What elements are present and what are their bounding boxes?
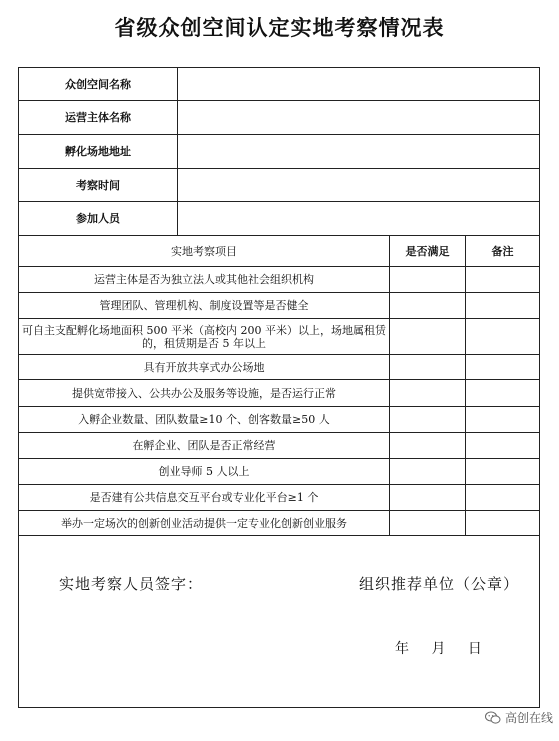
inspection-item: 举办一定场次的创新创业活动提供一定专业化创新创业服务 xyxy=(19,511,390,536)
satisfied-cell[interactable] xyxy=(390,293,466,319)
satisfied-cell[interactable] xyxy=(390,267,466,293)
inspector-signature-label: 实地考察人员签字： xyxy=(59,575,204,593)
info-row xyxy=(19,101,540,135)
table-row xyxy=(19,380,540,407)
page-title: 省级众创空间认定实地考察情况表 xyxy=(114,16,445,40)
satisfied-cell[interactable] xyxy=(390,511,466,536)
remark-cell[interactable] xyxy=(466,267,540,293)
satisfied-cell[interactable] xyxy=(390,433,466,459)
info-row xyxy=(19,68,540,101)
inspection-item: 可自主支配孵化场地面积 500 平米（高校内 200 平米）以上，场地属租赁的，租赁期是否 5 年以上 xyxy=(19,319,390,355)
table-row xyxy=(19,459,540,485)
satisfied-cell[interactable] xyxy=(390,380,466,407)
wechat-icon xyxy=(485,711,501,725)
table-row xyxy=(19,433,540,459)
table-row xyxy=(19,293,540,319)
org-seal-label: 组织推荐单位（公章） xyxy=(359,575,520,593)
remark-cell[interactable] xyxy=(466,319,540,355)
info-label: 孵化场地地址 xyxy=(19,135,178,169)
inspection-item: 具有开放共享式办公场地 xyxy=(19,355,390,380)
signature-row xyxy=(19,536,540,708)
header-satisfied: 是否满足 xyxy=(390,236,466,267)
info-label: 运营主体名称 xyxy=(19,101,178,135)
info-row xyxy=(19,135,540,169)
info-value-field[interactable] xyxy=(178,68,540,101)
remark-cell[interactable] xyxy=(466,380,540,407)
info-label: 众创空间名称 xyxy=(19,68,178,101)
inspection-item: 提供宽带接入、公共办公及服务等设施，是否运行正常 xyxy=(19,380,390,407)
watermark xyxy=(485,709,553,726)
info-value-field[interactable] xyxy=(178,101,540,135)
info-label: 参加人员 xyxy=(19,202,178,236)
table-row xyxy=(19,267,540,293)
info-row xyxy=(19,169,540,202)
remark-cell[interactable] xyxy=(466,433,540,459)
satisfied-cell[interactable] xyxy=(390,355,466,380)
remark-cell[interactable] xyxy=(466,293,540,319)
remark-cell[interactable] xyxy=(466,459,540,485)
table-row xyxy=(19,485,540,511)
info-value-field[interactable] xyxy=(178,135,540,169)
table-row xyxy=(19,319,540,355)
header-remark: 备注 xyxy=(466,236,540,267)
table-row xyxy=(19,355,540,380)
inspection-item: 是否建有公共信息交互平台或专业化平台≥1 个 xyxy=(19,485,390,511)
header-item: 实地考察项目 xyxy=(19,236,390,267)
info-value-field[interactable] xyxy=(178,169,540,202)
remark-cell[interactable] xyxy=(466,355,540,380)
inspection-item: 管理团队、管理机构、制度设置等是否健全 xyxy=(19,293,390,319)
satisfied-cell[interactable] xyxy=(390,319,466,355)
watermark-text: 高创在线 xyxy=(504,711,553,725)
info-row xyxy=(19,202,540,236)
remark-cell[interactable] xyxy=(466,485,540,511)
inspection-item: 在孵企业、团队是否正常经营 xyxy=(19,433,390,459)
satisfied-cell[interactable] xyxy=(390,485,466,511)
info-label: 考察时间 xyxy=(19,169,178,202)
remark-cell[interactable] xyxy=(466,407,540,433)
inspection-form-table xyxy=(18,67,540,708)
inspection-item: 创业导师 5 人以上 xyxy=(19,459,390,485)
header-row xyxy=(19,236,540,267)
signature-area[interactable] xyxy=(19,536,540,708)
table-row xyxy=(19,511,540,536)
satisfied-cell[interactable] xyxy=(390,407,466,433)
remark-cell[interactable] xyxy=(466,511,540,536)
satisfied-cell[interactable] xyxy=(390,459,466,485)
date-label: 年 月 日 xyxy=(395,641,482,657)
inspection-item: 运营主体是否为独立法人或其他社会组织机构 xyxy=(19,267,390,293)
inspection-item: 入孵企业数量、团队数量≥10 个、创客数量≥50 人 xyxy=(19,407,390,433)
info-value-field[interactable] xyxy=(178,202,540,236)
table-row xyxy=(19,407,540,433)
